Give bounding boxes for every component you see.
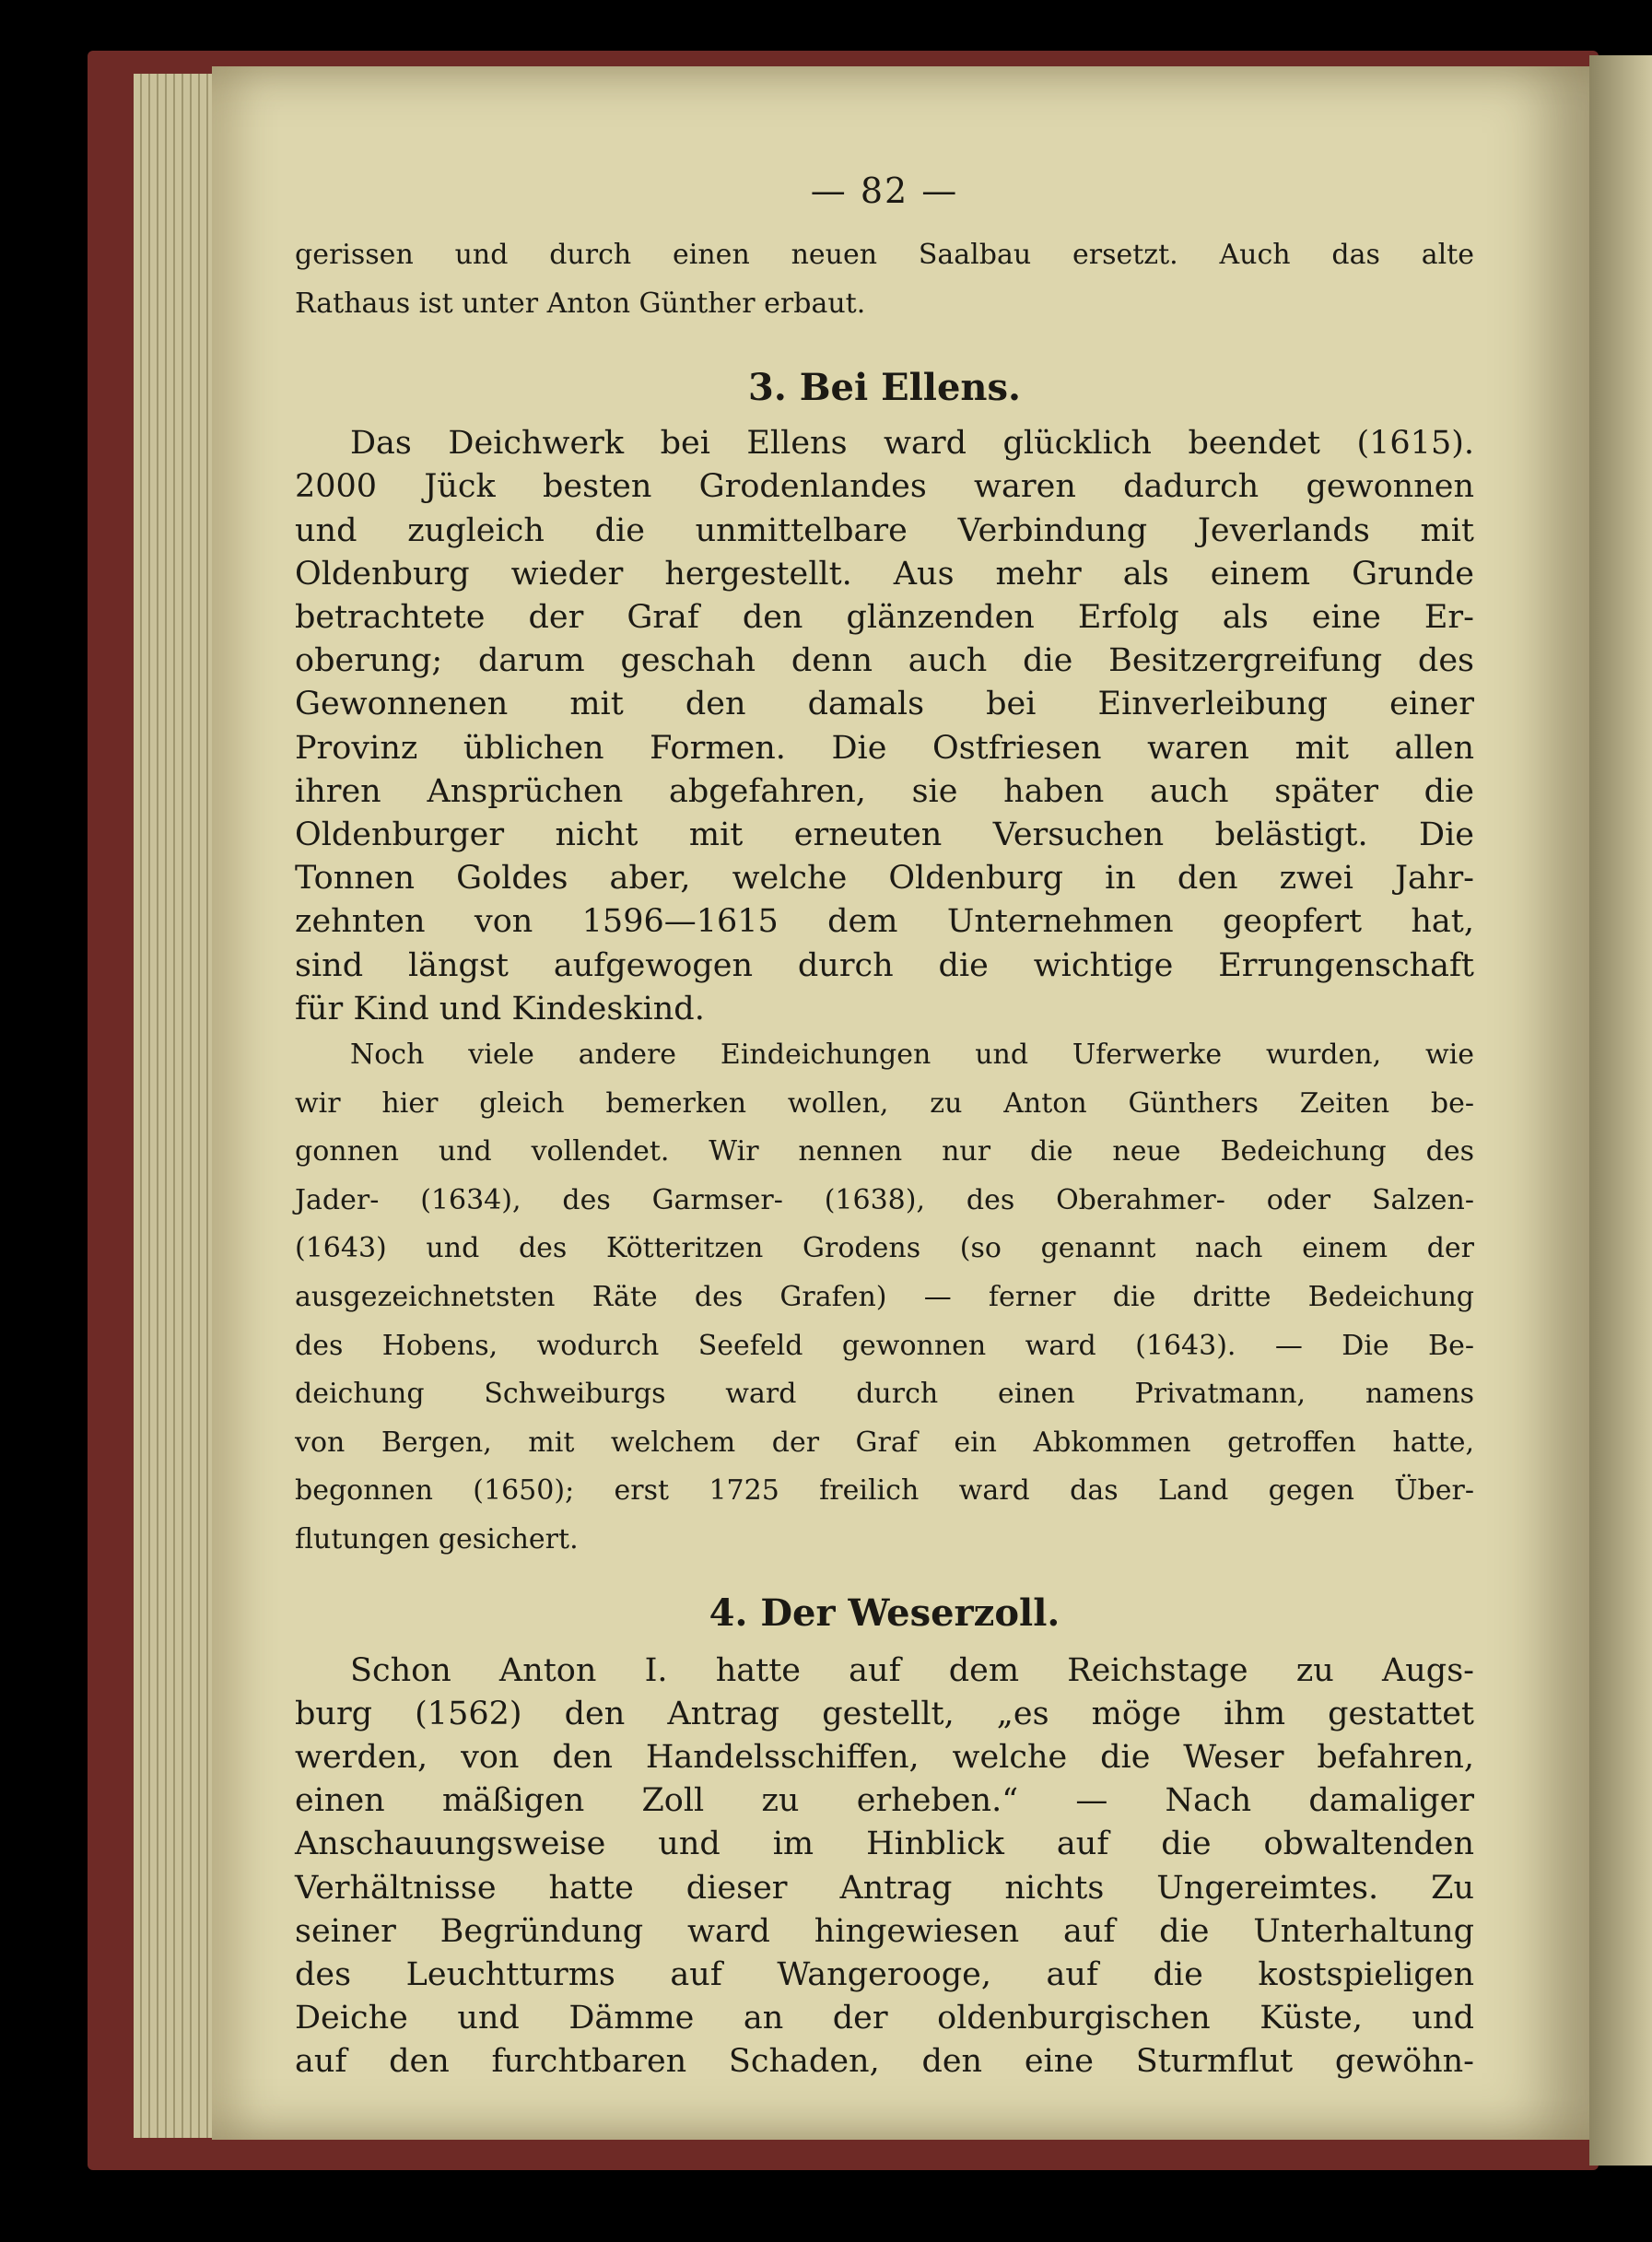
text-line: werden, von den Handelsschiffen, welche die Weser befahren, [295,1738,1474,1776]
text-line: Jader- (1634), des Garmser- (1638), des Oberahmer- oder Salzen- [295,1183,1474,1216]
text-line: (1643) und des Kötteritzen Grodens (so genannt nach einem der [295,1232,1474,1265]
text-line: von Bergen, mit welchem der Graf ein Abkommen getroffen hatte, [295,1426,1474,1459]
text-line: und zugleich die unmittelbare Verbindung Jeverlands mit [295,511,1474,549]
text-line: Rathaus ist unter Anton Günther erbaut. [295,287,866,320]
text-line: begonnen (1650); erst 1725 freilich ward das Land gegen Über- [295,1474,1474,1508]
text-line: Oldenburg wieder hergestellt. Aus mehr als einem Grunde [295,555,1474,593]
text-line: auf den furchtbaren Schaden, den eine Sturmflut gewöhn- [295,2043,1474,2081]
text-line: Provinz üblichen Formen. Die Ostfriesen waren mit allen [295,729,1474,767]
paragraph-weser [295,1649,1474,2084]
text-line: sind längst aufgewogen durch die wichtige Errungenschaft [295,946,1474,984]
text-line: wir hier gleich bemerken wollen, zu Anton Günthers Zeiten be- [295,1086,1474,1120]
text-line: seiner Begründung ward hingewiesen auf die Unterhaltung [295,1912,1474,1950]
paragraph-note [295,1031,1474,1565]
text-line: für Kind und Kindeskind. [295,990,705,1027]
text-line: 2000 Jück besten Grodenlandes waren dadurch gewonnen [295,468,1474,506]
text-line: flutungen gesichert. [295,1522,579,1555]
text-line: gerissen und durch einen neuen Saalbau ersetzt. Auch das alte [295,239,1474,271]
text-line: des Hobens, wodurch Seefeld gewonnen ward (1643). — Die Be- [295,1329,1474,1362]
page-text [295,120,1474,2081]
text-line: ihren Ansprüchen abgefahren, sie haben auch später die [295,772,1474,810]
section-heading-ellens: 3. Bei Ellens. [748,366,1021,410]
text-line: burg (1562) den Antrag gestellt, „es möge ihm gestattet [295,1695,1474,1732]
text-line: gonnen und vollendet. Wir nennen nur die neue Bedeichung des [295,1135,1474,1168]
paragraph-ellens [295,422,1474,1031]
section-heading-weserzoll: 4. Der Weserzoll. [709,1591,1060,1635]
text-line: ausgezeichnetsten Räte des Grafen) — ferner die dritte Bedeichung [295,1281,1474,1313]
text-line: Noch viele andere Eindeichungen und Uferwerke wurden, wie [350,1039,1474,1072]
page-number: — 82 — [810,170,959,211]
text-line: betrachtete der Graf den glänzenden Erfolg als eine Er- [295,599,1474,636]
text-line: Oldenburger nicht mit erneuten Versuchen belästigt. Die [295,816,1474,854]
text-line: einen mäßigen Zoll zu erheben.“ — Nach damaliger [295,1782,1474,1820]
text-line: Deiche und Dämme an der oldenburgischen Küste, und [295,2000,1474,2037]
text-line: deichung Schweiburgs ward durch einen Privatmann, namens [295,1378,1474,1411]
text-line: Gewonnenen mit den damals bei Einverleibung einer [295,686,1474,723]
text-line: Schon Anton I. hatte auf dem Reichstage zu Augs- [350,1651,1474,1689]
facing-page-edge [1589,55,1652,2166]
text-line: Tonnen Goldes aber, welche Oldenburg in den zwei Jahr- [295,860,1474,898]
paragraph-top [295,231,1474,328]
text-line: Das Deichwerk bei Ellens ward glücklich beendet (1615). [350,425,1474,463]
text-line: Verhältnisse hatte dieser Antrag nichts Ungereimtes. Zu [295,1869,1474,1907]
text-line: Anschauungsweise und im Hinblick auf die obwaltenden [295,1825,1474,1863]
text-line: oberung; darum geschah denn auch die Besitzergreifung des [295,642,1474,680]
text-line: zehnten von 1596—1615 dem Unternehmen geopfert hat, [295,903,1474,941]
text-line: des Leuchtturms auf Wangerooge, auf die kostspieligen [295,1955,1474,1993]
